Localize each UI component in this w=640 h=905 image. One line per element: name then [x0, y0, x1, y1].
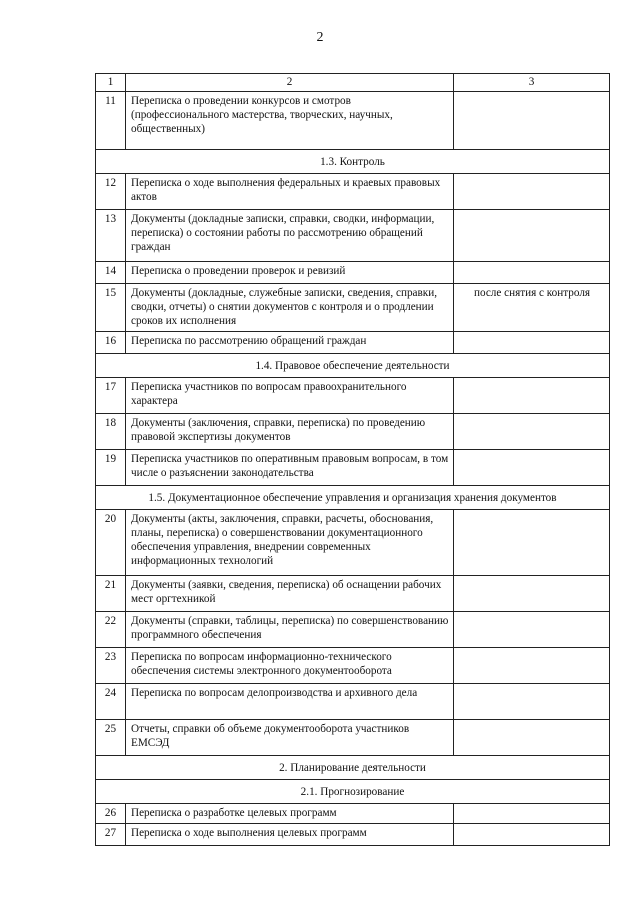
table-header-row [96, 74, 610, 92]
row-note [454, 174, 610, 210]
table-row [96, 378, 610, 414]
table-row [96, 450, 610, 486]
row-number: 13 [96, 210, 126, 262]
table-row [96, 648, 610, 684]
row-number: 20 [96, 510, 126, 576]
row-number: 18 [96, 414, 126, 450]
row-number: 14 [96, 262, 126, 284]
row-note [454, 378, 610, 414]
row-note [454, 510, 610, 576]
table-row [96, 684, 610, 720]
table-row [96, 510, 610, 576]
table-row [96, 92, 610, 150]
document-title: Документы (заключения, справки, переписка) по проведению правовой экспертизы документов [126, 414, 454, 450]
document-table [95, 73, 610, 846]
row-note [454, 450, 610, 486]
section-heading-row [96, 150, 610, 174]
table-row [96, 210, 610, 262]
table-row [96, 720, 610, 756]
section-heading-row [96, 486, 610, 510]
column-number-2: 2 [126, 74, 454, 92]
document-title: Переписка о разработке целевых программ [126, 804, 454, 824]
table-row [96, 414, 610, 450]
section-heading: 1.4. Правовое обеспечение деятельности [96, 354, 610, 378]
document-title: Переписка о ходе выполнения федеральных и краевых правовых актов [126, 174, 454, 210]
row-number: 22 [96, 612, 126, 648]
row-number: 15 [96, 284, 126, 332]
row-note [454, 92, 610, 150]
section-heading-row [96, 756, 610, 780]
table-row [96, 576, 610, 612]
section-heading-row [96, 354, 610, 378]
table-row [96, 824, 610, 846]
section-heading: 2.1. Прогнозирование [96, 780, 610, 804]
document-title: Переписка о проведении конкурсов и смотров (профессионального мастерства, творческих, научных, общественных) [126, 92, 454, 150]
document-title: Отчеты, справки об объеме документооборота участников ЕМСЭД [126, 720, 454, 756]
row-number: 23 [96, 648, 126, 684]
table-row [96, 284, 610, 332]
row-number: 25 [96, 720, 126, 756]
row-note [454, 804, 610, 824]
row-number: 26 [96, 804, 126, 824]
document-title: Переписка о ходе выполнения целевых программ [126, 824, 454, 846]
row-number: 21 [96, 576, 126, 612]
row-note [454, 332, 610, 354]
document-title: Переписка по рассмотрению обращений граждан [126, 332, 454, 354]
table-row [96, 612, 610, 648]
table-row [96, 804, 610, 824]
row-number: 12 [96, 174, 126, 210]
row-number: 11 [96, 92, 126, 150]
section-heading: 2. Планирование деятельности [96, 756, 610, 780]
row-note [454, 210, 610, 262]
page-number: 2 [316, 30, 324, 45]
document-title: Переписка о проведении проверок и ревизий [126, 262, 454, 284]
section-heading: 1.5. Документационное обеспечение управления и организация хранения документов [96, 486, 610, 510]
row-note [454, 612, 610, 648]
row-note [454, 414, 610, 450]
row-note [454, 824, 610, 846]
document-title: Документы (акты, заключения, справки, расчеты, обоснования, планы, переписка) о совершенствовании документационного обеспечения управления, внедрении современных информационных технологий [126, 510, 454, 576]
section-heading-row [96, 780, 610, 804]
table-row [96, 174, 610, 210]
table-row [96, 332, 610, 354]
document-title: Документы (докладные, служебные записки, сведения, справки, сводки, отчеты) о снятии документов с контроля и о продлении сроков их исполнения [126, 284, 454, 332]
column-number-1: 1 [96, 74, 126, 92]
column-number-3: 3 [454, 74, 610, 92]
row-number: 17 [96, 378, 126, 414]
row-note [454, 576, 610, 612]
section-heading: 1.3. Контроль [96, 150, 610, 174]
row-note [454, 720, 610, 756]
row-number: 19 [96, 450, 126, 486]
row-note [454, 262, 610, 284]
document-title: Переписка по вопросам информационно-технического обеспечения системы электронного документооборота [126, 648, 454, 684]
document-title: Переписка участников по оперативным правовым вопросам, в том числе о разъяснении законодательства [126, 450, 454, 486]
document-title: Переписка по вопросам делопроизводства и архивного дела [126, 684, 454, 720]
row-number: 24 [96, 684, 126, 720]
row-note [454, 684, 610, 720]
document-title: Документы (докладные записки, справки, сводки, информации, переписка) о состоянии работы по рассмотрению обращений граждан [126, 210, 454, 262]
document-title: Документы (заявки, сведения, переписка) об оснащении рабочих мест оргтехникой [126, 576, 454, 612]
document-title: Документы (справки, таблицы, переписка) по совершенствованию программного обеспечения [126, 612, 454, 648]
row-number: 16 [96, 332, 126, 354]
table-row [96, 262, 610, 284]
row-note: после снятия с контроля [454, 284, 610, 332]
row-number: 27 [96, 824, 126, 846]
document-title: Переписка участников по вопросам правоохранительного характера [126, 378, 454, 414]
row-note [454, 648, 610, 684]
